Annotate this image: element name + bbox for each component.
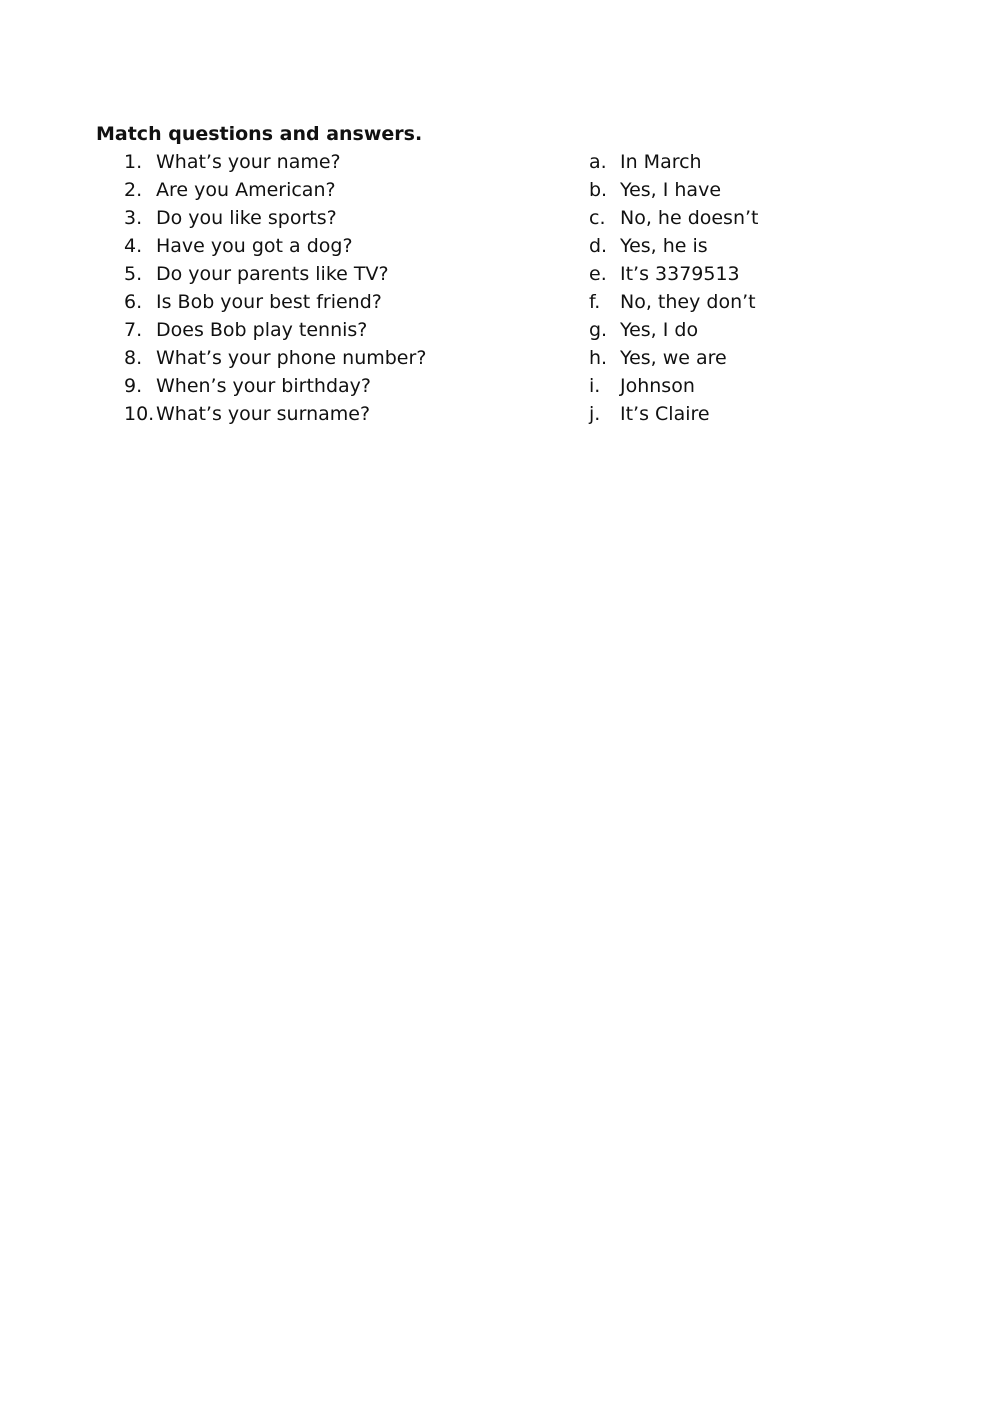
question-item [124,372,564,400]
question-text: Are you American? [156,179,336,201]
question-number: 2. [124,179,143,201]
question-number: 10. [124,403,155,425]
answer-item [589,316,889,344]
question-item [124,232,564,260]
question-item [124,176,564,204]
answer-item [589,344,889,372]
answer-text: It’s Claire [620,403,710,425]
question-item [124,344,564,372]
question-number: 4. [124,235,143,257]
answer-text: In March [620,151,702,173]
question-number: 5. [124,263,143,285]
answer-text: Johnson [620,375,695,397]
questions-list [124,148,564,428]
answer-text: No, he doesn’t [620,207,759,229]
answer-letter: j. [589,403,601,425]
answer-item [589,372,889,400]
question-item [124,400,564,428]
answer-letter: h. [589,347,608,369]
answer-item [589,232,889,260]
answer-letter: c. [589,207,606,229]
question-text: When’s your birthday? [156,375,371,397]
answer-item [589,204,889,232]
question-item [124,316,564,344]
answer-item [589,400,889,428]
question-item [124,148,564,176]
answer-letter: d. [589,235,608,257]
answer-letter: g. [589,319,608,341]
answer-text: Yes, I have [620,179,722,201]
answer-item [589,176,889,204]
answer-text: Yes, we are [620,347,727,369]
answers-list [589,148,889,428]
question-number: 6. [124,291,143,313]
question-text: Have you got a dog? [156,235,353,257]
answer-item [589,288,889,316]
question-item [124,260,564,288]
question-text: Does Bob play tennis? [156,319,368,341]
answer-letter: a. [589,151,607,173]
question-number: 7. [124,319,143,341]
question-text: What’s your surname? [156,403,371,425]
question-number: 9. [124,375,143,397]
question-number: 1. [124,151,143,173]
instruction-heading: Match questions and answers. [96,123,423,145]
question-text: Do you like sports? [156,207,337,229]
question-text: Do your parents like TV? [156,263,389,285]
question-item [124,204,564,232]
answer-letter: i. [589,375,601,397]
answer-text: Yes, I do [620,319,699,341]
question-number: 3. [124,207,143,229]
answer-item [589,148,889,176]
answer-item [589,260,889,288]
answer-letter: b. [589,179,608,201]
question-text: Is Bob your best friend? [156,291,382,313]
answer-letter: f. [589,291,601,313]
answer-text: It’s 3379513 [620,263,740,285]
answer-letter: e. [589,263,607,285]
answer-text: No, they don’t [620,291,756,313]
question-text: What’s your phone number? [156,347,427,369]
question-text: What’s your name? [156,151,341,173]
answer-text: Yes, he is [620,235,708,257]
question-number: 8. [124,347,143,369]
question-item [124,288,564,316]
